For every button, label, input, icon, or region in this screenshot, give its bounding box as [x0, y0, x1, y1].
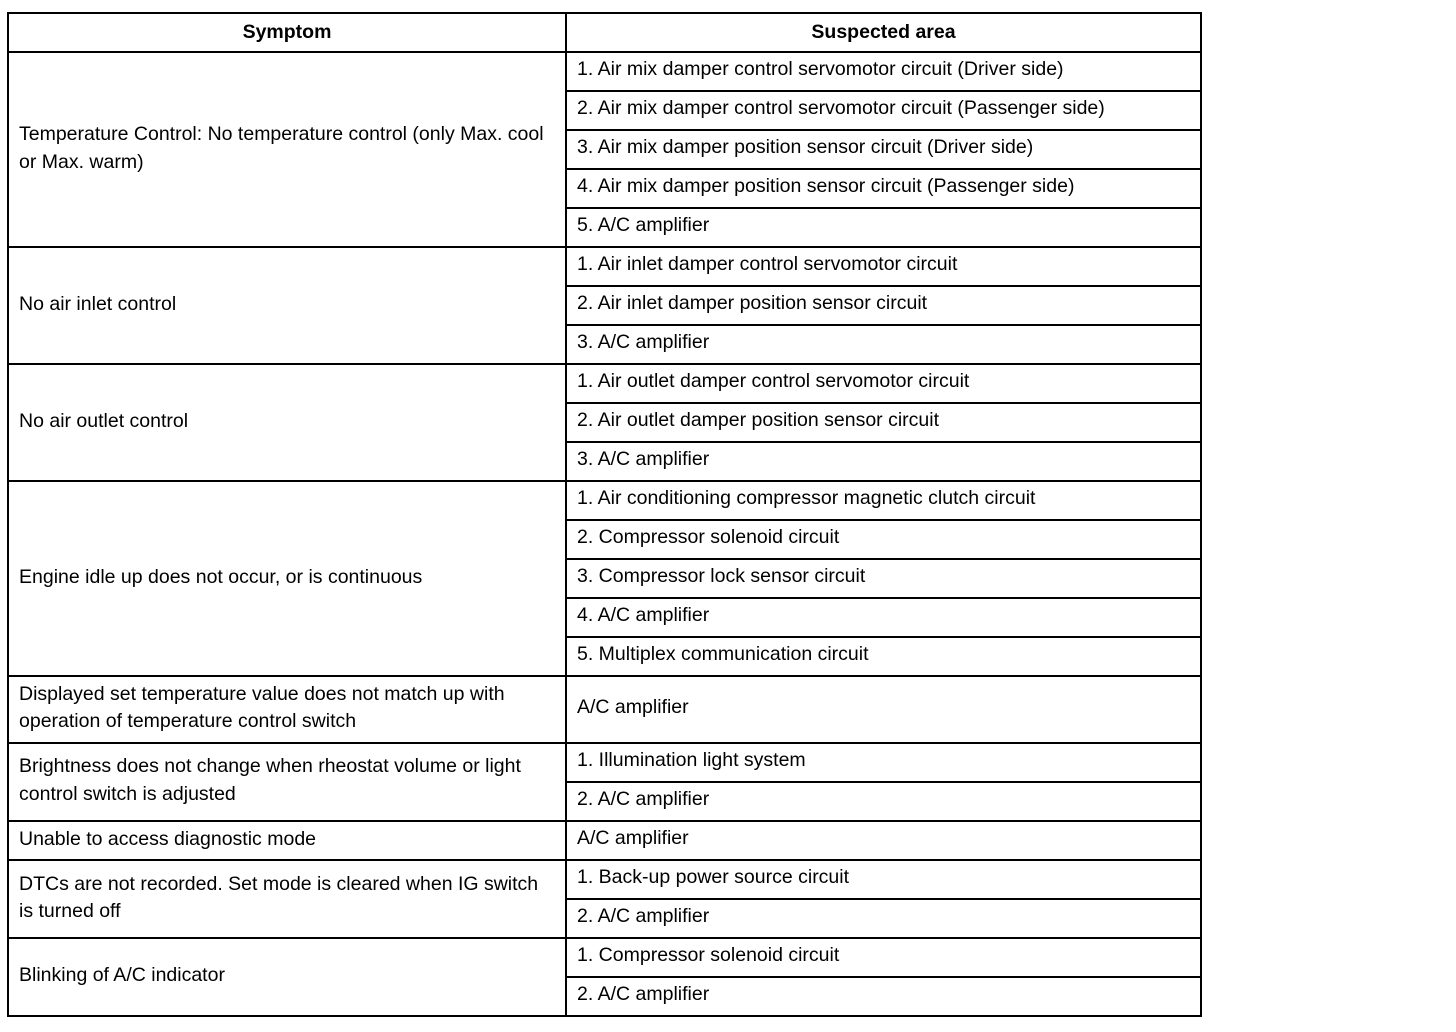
suspected-area-cell: 2. Air mix damper control servomotor circuit (Passenger side) [566, 91, 1201, 130]
suspected-area-cell: 1. Air conditioning compressor magnetic clutch circuit [566, 481, 1201, 520]
symptom-cell: No air inlet control [8, 247, 566, 364]
suspected-area-cell: 3. A/C amplifier [566, 442, 1201, 481]
symptom-cell: Displayed set temperature value does not match up with operation of temperature control switch [8, 676, 566, 743]
suspected-area-cell: 2. A/C amplifier [566, 899, 1201, 938]
suspected-area-cell: 5. Multiplex communication circuit [566, 637, 1201, 676]
suspected-area-cell: 2. Air inlet damper position sensor circuit [566, 286, 1201, 325]
table-row [8, 247, 1201, 286]
table-row [8, 481, 1201, 520]
symptom-cell: Engine idle up does not occur, or is continuous [8, 481, 566, 676]
table-row [8, 676, 1201, 743]
suspected-area-column-header: Suspected area [566, 13, 1201, 52]
suspected-area-cell: A/C amplifier [566, 676, 1201, 743]
suspected-area-cell: 4. A/C amplifier [566, 598, 1201, 637]
table-row [8, 52, 1201, 91]
symptom-cell: Blinking of A/C indicator [8, 938, 566, 1016]
suspected-area-cell: 1. Back-up power source circuit [566, 860, 1201, 899]
symptom-cell: No air outlet control [8, 364, 566, 481]
suspected-area-cell: 2. Air outlet damper position sensor circuit [566, 403, 1201, 442]
symptom-column-header: Symptom [8, 13, 566, 52]
table-body [8, 52, 1201, 1016]
suspected-area-cell: 3. Air mix damper position sensor circuit (Driver side) [566, 130, 1201, 169]
suspected-area-cell: 2. Compressor solenoid circuit [566, 520, 1201, 559]
suspected-area-cell: 2. A/C amplifier [566, 977, 1201, 1016]
suspected-area-cell: 4. Air mix damper position sensor circuit (Passenger side) [566, 169, 1201, 208]
problem-symptoms-table [7, 12, 1202, 1017]
suspected-area-cell: 1. Compressor solenoid circuit [566, 938, 1201, 977]
table-row [8, 364, 1201, 403]
table-row [8, 821, 1201, 860]
suspected-area-cell: 1. Air inlet damper control servomotor circuit [566, 247, 1201, 286]
suspected-area-cell: 2. A/C amplifier [566, 782, 1201, 821]
symptom-cell: DTCs are not recorded. Set mode is cleared when IG switch is turned off [8, 860, 566, 938]
table-row [8, 860, 1201, 899]
table-row [8, 743, 1201, 782]
suspected-area-cell: 1. Air outlet damper control servomotor circuit [566, 364, 1201, 403]
suspected-area-cell: 3. A/C amplifier [566, 325, 1201, 364]
suspected-area-cell: 3. Compressor lock sensor circuit [566, 559, 1201, 598]
symptom-cell: Temperature Control: No temperature control (only Max. cool or Max. warm) [8, 52, 566, 247]
table-row [8, 938, 1201, 977]
suspected-area-cell: 1. Air mix damper control servomotor circuit (Driver side) [566, 52, 1201, 91]
suspected-area-cell: 1. Illumination light system [566, 743, 1201, 782]
suspected-area-cell: A/C amplifier [566, 821, 1201, 860]
table-header-row [8, 13, 1201, 52]
suspected-area-cell: 5. A/C amplifier [566, 208, 1201, 247]
symptom-cell: Unable to access diagnostic mode [8, 821, 566, 860]
symptom-cell: Brightness does not change when rheostat volume or light control switch is adjusted [8, 743, 566, 821]
